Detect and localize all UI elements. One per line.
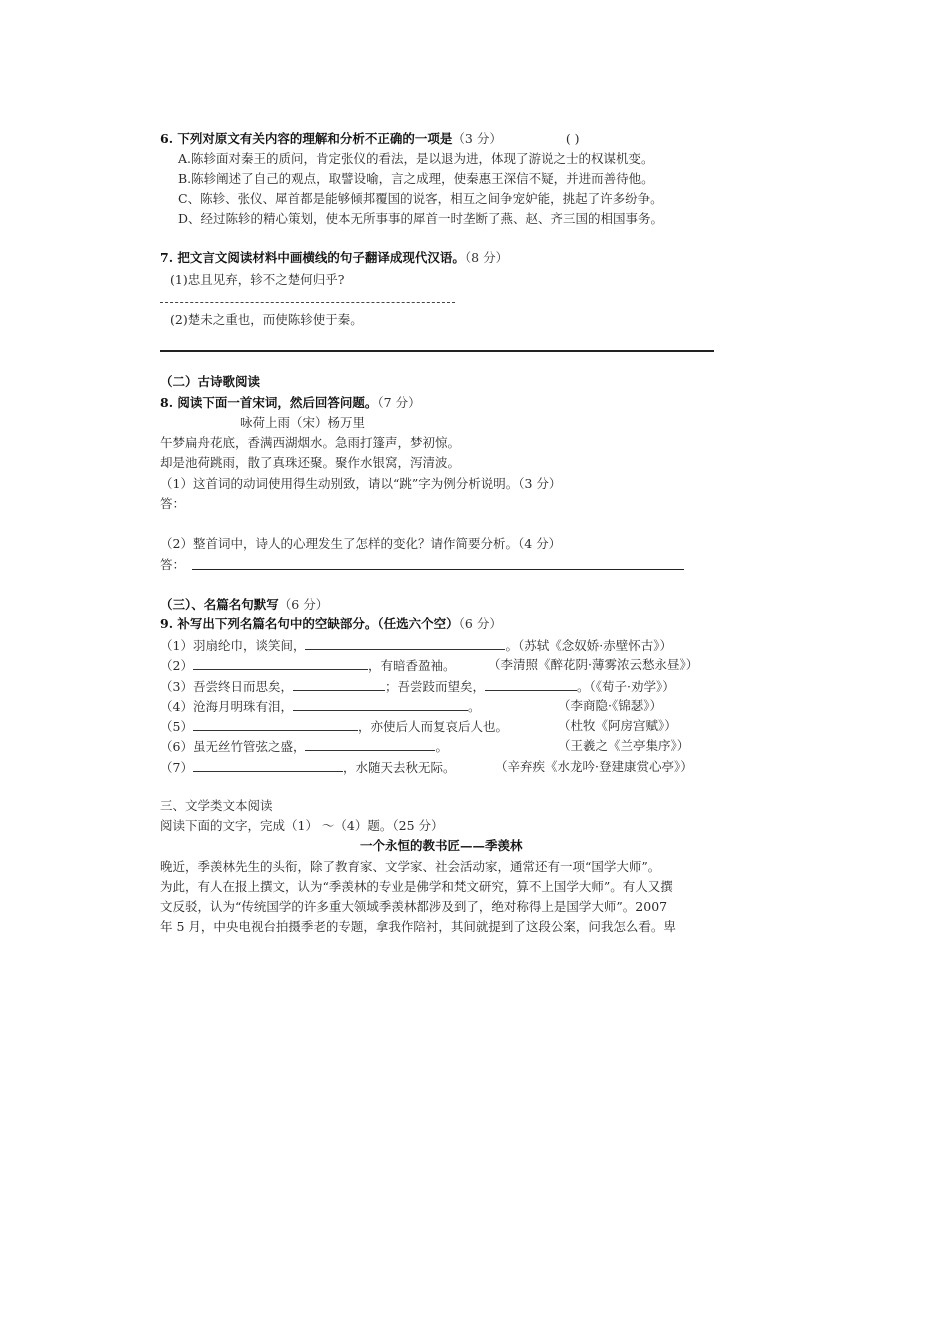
dictation-row-3 (160, 678, 675, 695)
q9-header (160, 616, 502, 632)
sec3-header (160, 597, 328, 613)
q9-title: 9. 补写出下列名篇名句中的空缺部分。（任选六个空） (160, 616, 459, 631)
q6-option-a: A.陈轸面对秦王的质问，肯定张仪的看法，是以退为进，体现了游说之士的权谋机变。 (178, 151, 654, 166)
sec2-heading: （二）古诗歌阅读 (160, 374, 261, 389)
row6-end: 。 (435, 739, 448, 754)
row6-lead: （6）虽无丝竹管弦之盛， (160, 739, 306, 754)
row4-source: （李商隐·《锦瑟》） (558, 698, 662, 713)
article-title: 一个永恒的教书匠——季羡林 (360, 838, 523, 853)
row2-blank[interactable] (193, 657, 368, 670)
q7-answer-line (160, 302, 455, 303)
q8-answer-1-label: 答： (160, 496, 186, 511)
row5-blank[interactable] (193, 718, 358, 731)
row3-blank-1[interactable] (293, 678, 385, 691)
sec4-heading: 三、文学类文本阅读 (160, 798, 273, 813)
q8-header (160, 395, 421, 411)
dictation-row-5 (160, 718, 508, 735)
row2-num: （2） (160, 658, 193, 673)
q6-answer-paren: ( ) (565, 131, 580, 146)
q7-score: （8 分） (464, 250, 509, 265)
q7-title: 7. 把文言文阅读材料中画横线的句子翻译成现代汉语。 (160, 250, 465, 265)
row2-source: （李清照《醉花阴·薄雾浓云愁永昼》） (488, 657, 699, 672)
q6-option-c: C、陈轸、张仪、犀首都是能够倾邦覆国的说客，相互之间争宠妒能，挑起了许多纷争。 (178, 191, 663, 206)
poem-line-1: 午梦扁舟花底，香满西湖烟水。急雨打篷声，梦初惊。 (160, 435, 461, 450)
q8-answer-2-line[interactable] (192, 569, 684, 570)
article-line-2: 为此，有人在报上撰文，认为“季羡林的专业是佛学和梵文研究，算不上国学大师”。有人又撰 (160, 879, 673, 894)
row5-text: ，亦使后人而复哀后人也。 (357, 719, 508, 734)
q6-title: 6. 下列对原文有关内容的理解和分析不正确的一项是 (160, 131, 453, 146)
q7-sentence-2: (2)楚未之重也，而使陈轸使于秦。 (170, 312, 363, 327)
poem-title: 咏荷上雨（宋）杨万里 (240, 415, 366, 430)
row3-blank-2[interactable] (485, 678, 577, 691)
row3-mid: ；吾尝跂而望矣， (384, 679, 485, 694)
q6-score: （3 分） (452, 131, 502, 146)
q9-score: （6 分） (458, 616, 502, 631)
dictation-row-7 (160, 759, 455, 776)
sec3-heading-score: （6 分） (278, 597, 329, 612)
row4-lead: （4）沧海月明珠有泪， (160, 699, 293, 714)
q8-sub-2: （2）整首词中，诗人的心理发生了怎样的变化？请作简要分析。（4 分） (160, 536, 562, 551)
row1-lead: （1）羽扇纶巾，谈笑间， (160, 638, 306, 653)
q7-sentence-1: (1)忠且见弃，轸不之楚何归乎? (170, 272, 345, 287)
q8-answer-2-label: 答： (160, 557, 186, 572)
row7-num: （7） (160, 760, 193, 775)
q8-sub-1: （1）这首词的动词使用得生动别致，请以“跳”字为例分析说明。（3 分） (160, 476, 562, 491)
q6-option-d: D、经过陈轸的精心策划，使本无所事事的犀首一时垄断了燕、赵、齐三国的相国事务。 (178, 211, 664, 226)
row4-blank[interactable] (293, 698, 468, 711)
row3-source: 。（《荀子·劝学》） (576, 679, 675, 694)
q8-title: 8. 阅读下面一首宋词，然后回答问题。 (160, 395, 378, 410)
article-line-3: 文反驳，认为“传统国学的许多重大领域季羡林都涉及到了，绝对称得上是国学大师”。2007 (160, 899, 668, 914)
row1-blank[interactable] (305, 637, 505, 650)
row7-blank[interactable] (193, 759, 343, 772)
row3-lead: （3）吾尝终日而思矣， (160, 679, 293, 694)
row2-text: ，有暗香盈袖。 (367, 658, 456, 673)
row6-source: （王羲之《兰亭集序》） (558, 738, 690, 753)
article-line-4: 年 5 月，中央电视台拍摄季老的专题，拿我作陪衬，其间就提到了这段公案，问我怎么看。卑 (160, 919, 676, 934)
row7-source: （辛弃疾《水龙吟·登建康赏心亭》） (495, 759, 693, 774)
dictation-row-2 (160, 657, 455, 674)
article-line-1: 晚近，季羡林先生的头衔，除了教育家、文学家、社会活动家，通常还有一项“国学大师”。 (160, 859, 661, 874)
sec4-instructions: 阅读下面的文字，完成（1） ～（4）题。（25 分） (160, 818, 444, 833)
q6-header (160, 131, 580, 147)
dictation-row-1 (160, 637, 672, 654)
dictation-row-4 (160, 698, 480, 715)
poem-line-2: 却是池荷跳雨，散了真珠还聚。聚作水银窝，泻清波。 (160, 455, 461, 470)
sec3-heading: （三）、名篇名句默写 (160, 597, 279, 612)
q7-header (160, 250, 508, 266)
row5-num: （5） (160, 719, 193, 734)
q6-option-b: B.陈轸阐述了自己的观点，取譬设喻，言之成理，使秦惠王深信不疑，并进而善待他。 (178, 171, 654, 186)
row6-blank[interactable] (305, 738, 435, 751)
row5-source: （杜牧《阿房宫赋》） (558, 718, 677, 733)
q8-score: （7 分） (377, 395, 421, 410)
section-divider (160, 350, 714, 352)
row7-text: ，水随天去秋无际。 (342, 760, 456, 775)
dictation-row-6 (160, 738, 448, 755)
row4-end: 。 (467, 699, 481, 714)
row1-source: 。（苏轼《念奴娇·赤壁怀古》） (505, 638, 672, 653)
